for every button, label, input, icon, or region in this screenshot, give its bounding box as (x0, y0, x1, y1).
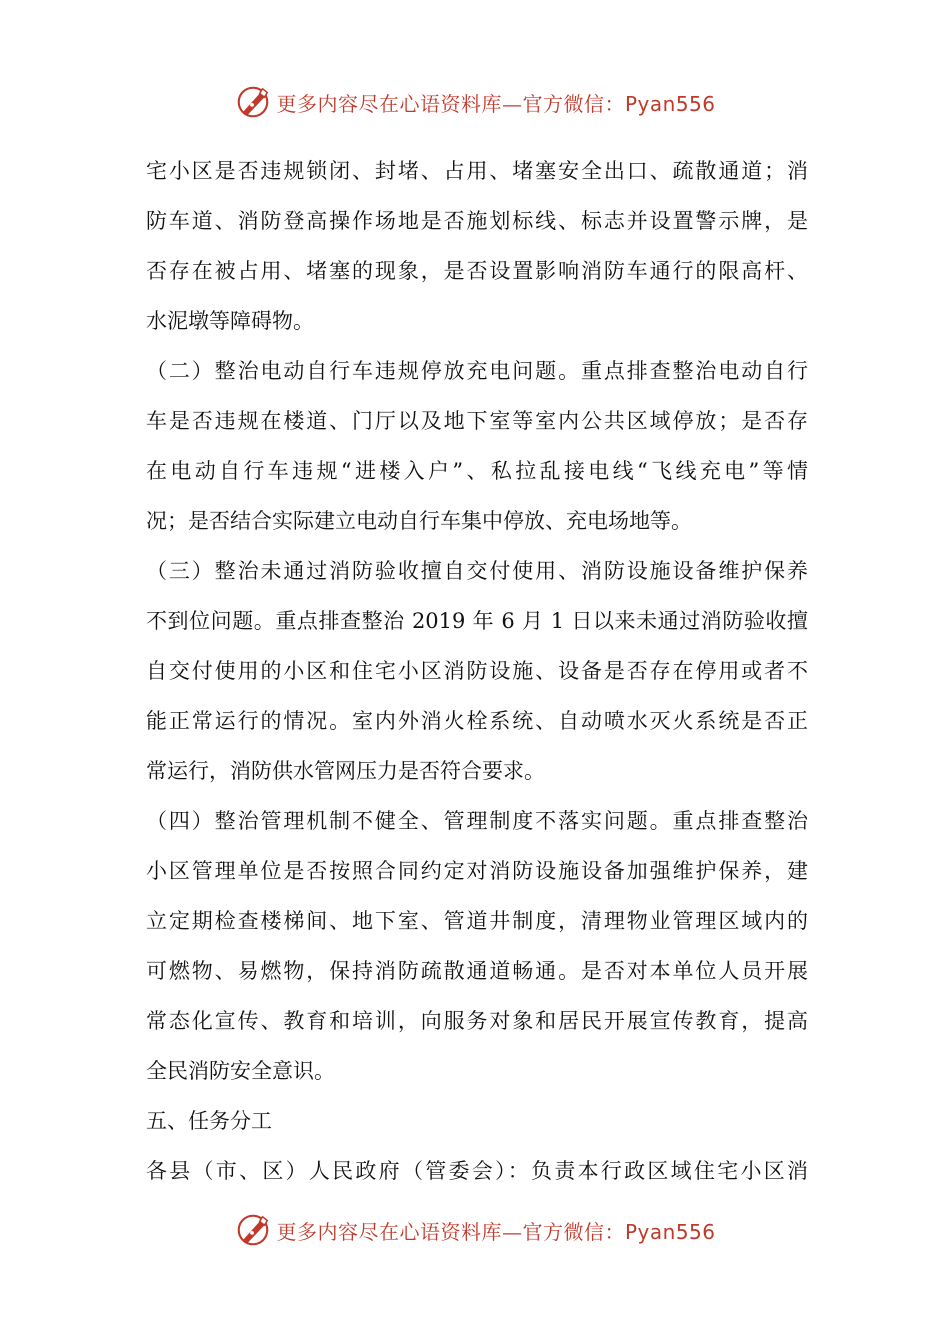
text-line: 在电动自行车违规“进楼入户”、私拉乱接电线“飞线充电”等情 (146, 459, 808, 483)
text-line: 不到位问题。重点排查整治 2019 年 6 月 1 日以来未通过消防验收擅 (146, 609, 808, 633)
text-line: 能正常运行的情况。室内外消火栓系统、自动喷水灭火系统是否正 (146, 709, 808, 733)
text-line: 水泥墩等障碍物。 (146, 309, 314, 333)
text-line: 立定期检查楼梯间、地下室、管道井制度，清理物业管理区域内的 (146, 909, 808, 933)
text-line: 况；是否结合实际建立电动自行车集中停放、充电场地等。 (146, 509, 692, 533)
watermark-banner-top (0, 80, 950, 124)
text-line: 可燃物、易燃物，保持消防疏散通道畅通。是否对本单位人员开展 (146, 959, 808, 983)
watermark-banner-bottom (0, 1208, 950, 1252)
section-heading: 五、任务分工 (146, 1109, 272, 1133)
text-line: 各县（市、区）人民政府（管委会）：负责本行政区域住宅小区消 (146, 1159, 808, 1183)
watermark-wechat-label: 官方微信： (522, 1219, 625, 1244)
watermark-wechat-id: Pyan556 (624, 91, 716, 116)
text-line: 全民消防安全意识。 (146, 1059, 335, 1083)
text-line: （四）整治管理机制不健全、管理制度不落实问题。重点排查整治 (146, 809, 808, 833)
watermark-text (276, 88, 715, 117)
watermark-text (276, 1216, 715, 1245)
text-line: 防车道、消防登高操作场地是否施划标线、标志并设置警示牌，是 (146, 209, 808, 233)
text-line: 常运行，消防供水管网压力是否符合要求。 (146, 759, 545, 783)
watermark-separator: — (501, 1219, 523, 1244)
watermark-wechat-label: 官方微信： (522, 91, 625, 116)
text-line: 自交付使用的小区和住宅小区消防设施、设备是否存在停用或者不 (146, 659, 808, 683)
text-line: 常态化宣传、教育和培训，向服务对象和居民开展宣传教育，提高 (146, 1009, 808, 1033)
text-line: （三）整治未通过消防验收擅自交付使用、消防设施设备维护保养 (146, 559, 808, 583)
pen-nib-logo-icon (234, 1211, 272, 1249)
watermark-wechat-id: Pyan556 (624, 1219, 716, 1244)
watermark-separator: — (501, 91, 523, 116)
text-line: 车是否违规在楼道、门厅以及地下室等室内公共区域停放；是否存 (146, 409, 808, 433)
text-line: 否存在被占用、堵塞的现象，是否设置影响消防车通行的限高杆、 (146, 259, 808, 283)
text-line: 宅小区是否违规锁闭、封堵、占用、堵塞安全出口、疏散通道；消 (146, 159, 808, 183)
text-line: 小区管理单位是否按照合同约定对消防设施设备加强维护保养，建 (146, 859, 808, 883)
text-line: （二）整治电动自行车违规停放充电问题。重点排查整治电动自行 (146, 359, 808, 383)
pen-nib-logo-icon (234, 83, 272, 121)
watermark-brand: 更多内容尽在心语资料库 (276, 91, 502, 116)
watermark-brand: 更多内容尽在心语资料库 (276, 1219, 502, 1244)
document-body (146, 146, 808, 1196)
